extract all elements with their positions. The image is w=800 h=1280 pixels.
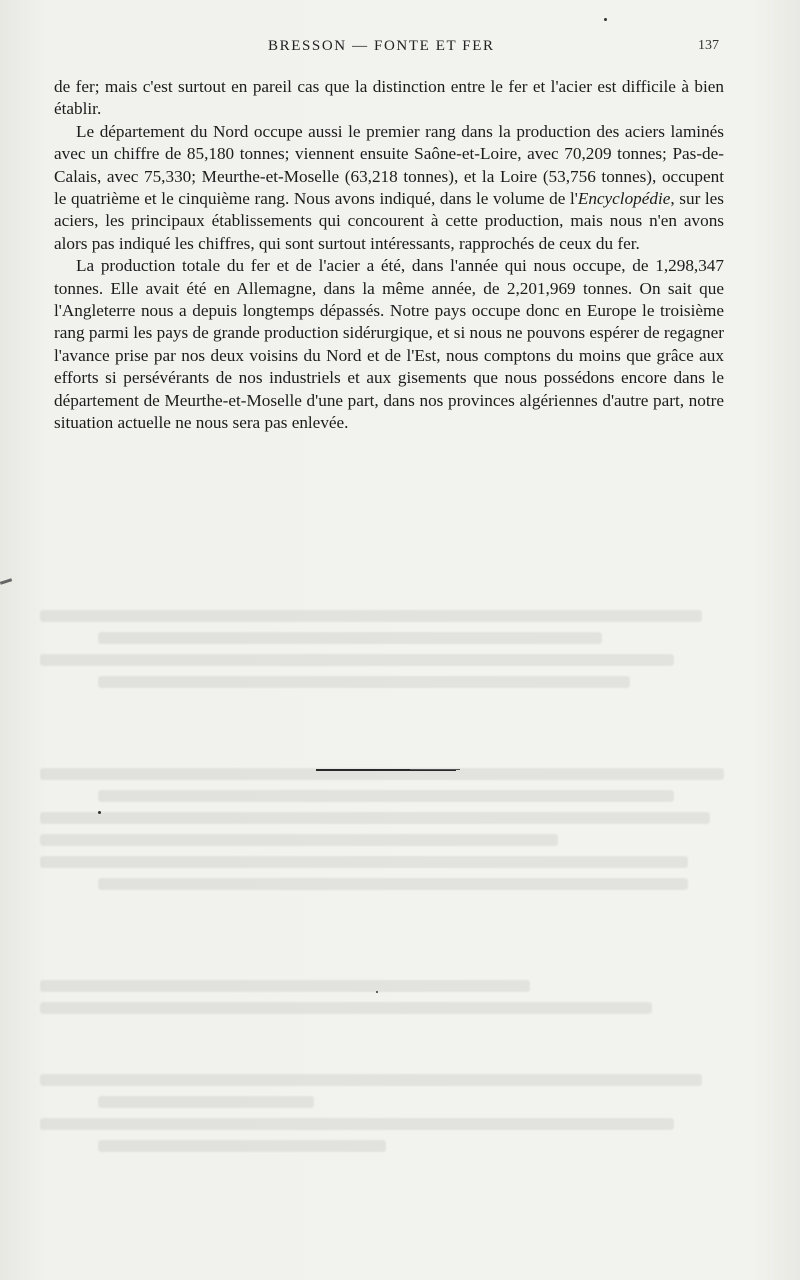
paragraph-2 xyxy=(54,121,724,255)
paragraph-3: La production totale du fer et de l'acier a été, dans l'année qui nous occupe, de 1,298,347 tonnes. Elle avait été en Allemagne, dans la même année, de 2,201,969 tonnes. On sait que l'Angleterre nous a depuis longtemps dépassés. Notre pays occupe donc en Europe le troisième rang parmi les pays de grande production sidérurgique, et si nous ne pouvons espérer de regagner l'avance prise par nos deux voisins du Nord et de l'Est, nous comptons du moins que grâce aux efforts si persévérants de nos industriels et aux gisements que nous possédons encore dans le département de Meurthe-et-Moselle d'une part, dans nos provinces algériennes d'autre part, notre situation actuelle ne nous sera pas enlevée. xyxy=(54,256,724,433)
page-number: 137 xyxy=(698,38,719,53)
section-divider-rule xyxy=(316,769,456,771)
paper-speck xyxy=(98,811,101,814)
paragraph-2-text-start: Le département du Nord occupe aussi le premier rang dans la production des aciers laminés avec un chiffre de 85,180 tonnes; viennent ensuite Saône-et-Loire, avec 70,209 tonnes; Pas-de-Calais, avec 75,330; Meurthe-et-Moselle (63,218 tonnes), et la Loire (53,756 tonnes), occupent le quatrième et le cinquième rang. Nous avons indiqué, dans le volume de l' xyxy=(54,121,724,209)
show-through-bleed xyxy=(40,610,760,1162)
body-text xyxy=(54,76,724,435)
paragraph-1: de fer; mais c'est surtout en pareil cas que la distinction entre le fer et l'acier est difficile à bien établir. xyxy=(54,77,724,119)
paper-speck xyxy=(604,18,607,21)
running-head xyxy=(0,38,800,58)
running-title: BRESSON — FONTE ET FER xyxy=(268,38,495,54)
paragraph-2-text-end: , sur les aciers, les principaux établissements qui concourent à cette production, mais nous n'en avons alors pas indiqué les chiffres, qui sont surtout intéressants, rapprochés de ceux du fer. xyxy=(54,189,724,253)
encyclopedie-title: Encyclopédie xyxy=(577,189,671,209)
edge-mark xyxy=(0,578,12,585)
paper-speck xyxy=(376,991,378,993)
